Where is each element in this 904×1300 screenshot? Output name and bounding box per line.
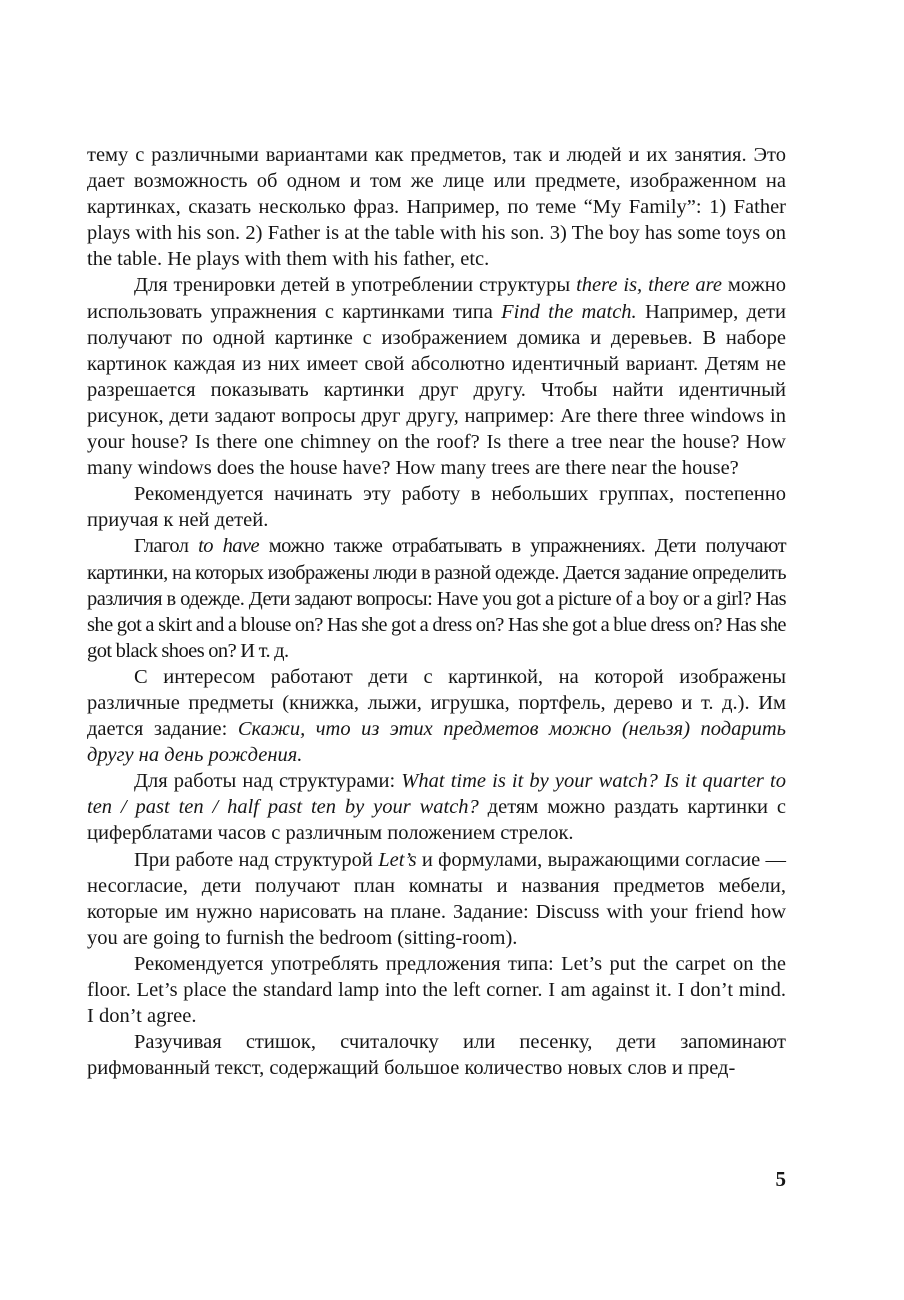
paragraph-9: Разучивая стишок, считалочку или песенку, дети запоминают рифмованный текст, содержащий большое количество новых слов и пред- <box>87 1031 786 1080</box>
paragraph-1: тему с различными вариантами как предметов, так и людей и их занятия. Это дает возможность об одном и том же лице или предмете, изображенном на картинках, сказать несколько фраз. Например, по теме “My Family”: 1) Father plays with his son. 2) Father is at the table with his son. 3) The boy has some toys on the table. He plays with them with his father, etc. <box>87 144 786 271</box>
paragraph-3: Рекомендуется начинать эту работу в небольших группах, постепенно приучая к ней детей. <box>87 483 786 532</box>
page-number: 5 <box>775 1167 786 1191</box>
paragraph-4: Глагол to have можно также отрабатывать в упражнениях. Дети получают картинки, на которых изображены люди в разной одежде. Дается задание определить различия в одежде. Дети задают вопросы: Have you got a picture of a boy or a girl? Has she got a skirt and a blouse on? Has she got a dress on? Has she got a blue dress on? Has she got black shoes on? И т. д. <box>87 535 786 662</box>
paragraph-7: При работе над структурой Let’s и формулами, выражающими согласие — несогласие, дети получают план комнаты и названия предметов мебели, которые им нужно нарисовать на плане. Задание: Discuss with your friend how you are going to furnish the bedroom (sitting-room). <box>87 848 786 949</box>
paragraph-5: С интересом работают дети с картинкой, на которой изображены различные предметы (книжка, лыжи, игрушка, портфель, дерево и т. д.). Им дается задание: Скажи, что из этих предметов можно (нельзя) подарить другу на день рождения. <box>87 665 787 767</box>
paragraph-8: Рекомендуется употреблять предложения типа: Let’s put the carpet on the floor. Let’s place the standard lamp into the left corner. I am against it. I don’t mind. I don’t agree. <box>87 952 786 1028</box>
paragraph-2: Для тренировки детей в употреблении структуры there is, there are можно использовать упражнения с картинками типа Find the match. Например, дети получают по одной картинке с изображением домика и деревьев. В наборе картинок каждая из них имеет свой абсолютно идентичный вариант. Детям не разрешается показывать картинки друг другу. Чтобы найти идентичный рисунок, дети задают вопросы друг другу, например: Are there three windows in your house? Is there one chimney on the roof? Is there a tree near the house? How many windows does the house have? How many trees are there near the house? <box>87 274 786 480</box>
paragraph-6: Для работы над структурами: What time is it by your watch? Is it quarter to ten / past ten / half past ten by your watch? детям можно раздать картинки с циферблатами часов с различным положением стрелок. <box>87 770 786 845</box>
page-body <box>87 142 786 1081</box>
